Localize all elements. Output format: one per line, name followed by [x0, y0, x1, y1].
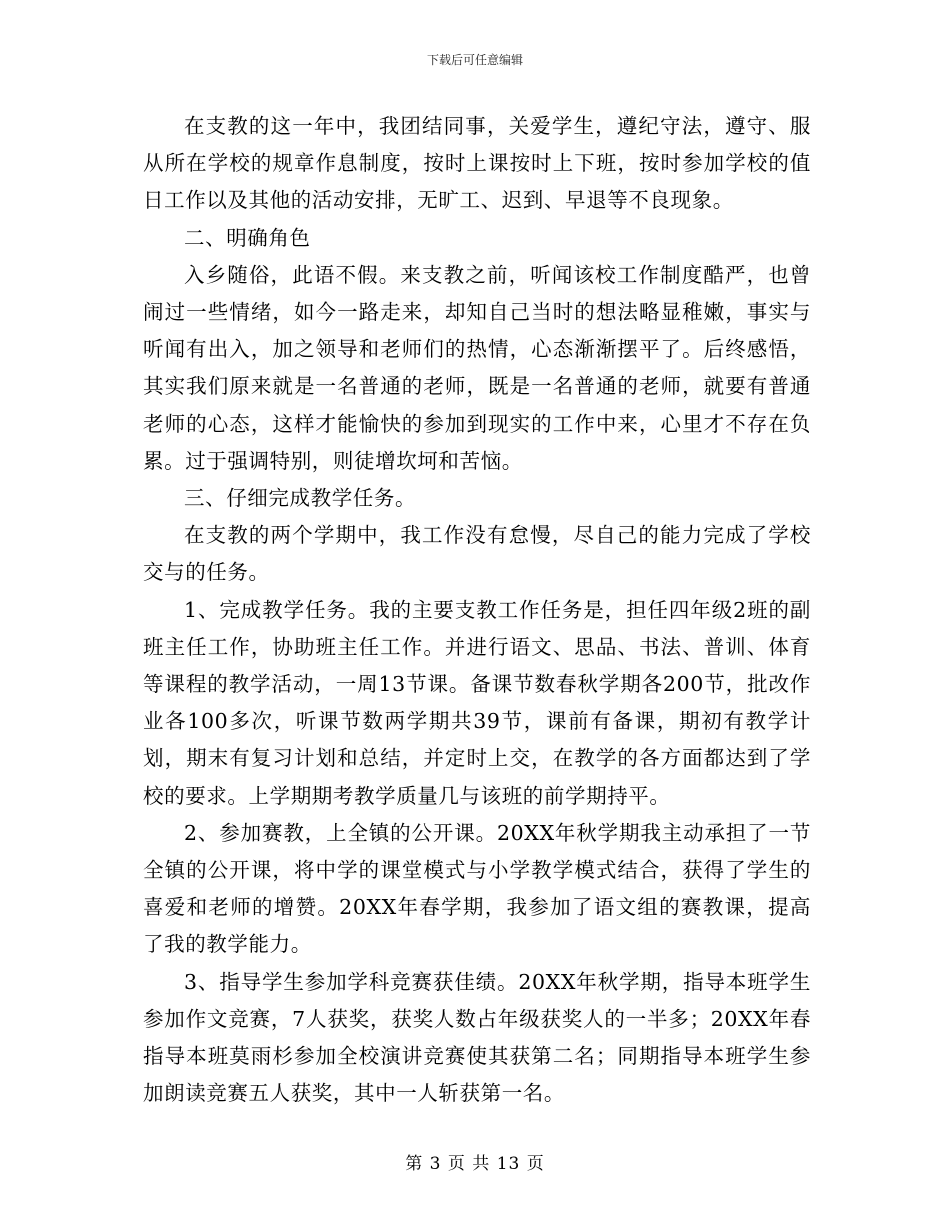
paragraph-role: 入乡随俗，此语不假。来支教之前，听闻该校工作制度酷严，也曾闹过一些情绪，如今一路走来，却知自己当时的想法略显稚嫩，事实与听闻有出入，加之领导和老师们的热情，心态渐渐摆平了。后终感悟，其实我们原来就是一名普通的老师，既是一名普通的老师，就要有普通老师的心态，这样才能愉快的参加到现实的工作中来，心里才不存在负累。过于强调特别，则徒增坎坷和苦恼。	[143, 262, 811, 473]
page-header: 下载后可任意编辑	[426, 53, 523, 67]
page-number-footer: 第 3 页 共 13 页	[405, 1154, 545, 1174]
paragraph-item-1: 1、完成教学任务。我的主要支教工作任务是，担任四年级2班的副班主任工作，协助班主任工作。并进行语文、思品、书法、普训、体育等课程的教学活动，一周13节课。备课节数春秋学期各200节，批改作业各100多次，听课节数两学期共39节，课前有备课，期初有教学计划，期末有复习计划和总结，并定时上交，在教学的各方面都达到了学校的要求。上学期期考教学质量几与该班的前学期持平。	[143, 597, 811, 808]
section-heading-teaching-tasks: 三、仔细完成教学任务。	[184, 486, 417, 511]
paragraph-teaching-intro: 在支教的两个学期中，我工作没有怠慢，尽自己的能力完成了学校交与的任务。	[143, 523, 811, 585]
paragraph-item-2: 2、参加赛教，上全镇的公开课。20XX年秋学期我主动承担了一节全镇的公开课，将中学的课堂模式与小学教学模式结合，获得了学生的喜爱和老师的增赞。20XX年春学期，我参加了语文组的赛教课，提高了我的教学能力。	[143, 820, 811, 957]
section-heading-role: 二、明确角色	[184, 225, 311, 250]
paragraph-item-3: 3、指导学生参加学科竞赛获佳绩。20XX年秋学期，指导本班学生参加作文竞赛，7人获奖，获奖人数占年级获奖人的一半多；20XX年春指导本班莫雨杉参加全校演讲竞赛使其获第二名；同期指导本班学生参加朗读竞赛五人获奖，其中一人斩获第一名。	[143, 969, 811, 1106]
document-body	[143, 108, 811, 1112]
paragraph-discipline: 在支教的这一年中，我团结同事，关爱学生，遵纪守法，遵守、服从所在学校的规章作息制度，按时上课按时上下班，按时参加学校的值日工作以及其他的活动安排，无旷工、迟到、早退等不良现象。	[143, 114, 811, 213]
